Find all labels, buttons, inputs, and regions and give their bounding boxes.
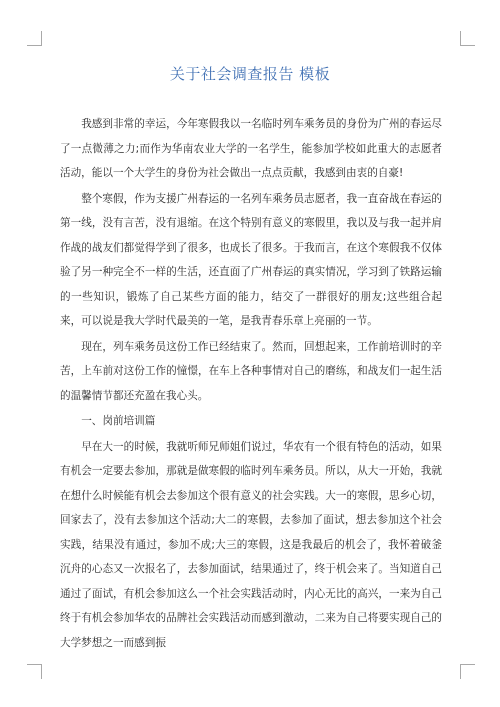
document-body [60,112,442,656]
crop-mark-top-right [460,31,475,46]
paragraph-reflection: 现在，列车乘务员这份工作已经结束了。然而，回想起来，工作前培训时的辛苦，上车前对这份工作的憧憬，在车上各种事情对自己的磨练，和战友们一起生活的温馨情节都还充盈在我心头。 [60,340,442,402]
crop-mark-bottom-right [460,664,475,679]
section-heading-training: 一、岗前培训篇 [81,415,156,427]
paragraph-intro: 我感到非常的幸运，今年寒假我以一名临时列车乘务员的身份为广州的春运尽了一点微薄之力;而作为华南农业大学的一名学生，能参加学校如此重大的志愿者活动，能以一个大学生的身份为社会做出一点点贡献，我感到由衷的自豪! [60,118,442,179]
crop-mark-top-left [27,31,42,46]
paragraph-training: 早在大一的时候，我就听师兄师姐们说过，华农有一个很有特色的活动，如果有机会一定要去参加，那就是做寒假的临时列车乘务员。所以，从大一开始，我就在想什么时候能有机会去参加这个很有意义的社会实践。大一的寒假，思乡心切，回家去了，没有去参加这个活动;大二的寒假，去参加了面试，想去参加这个社会实践，结果没有通过，参加不成;大三的寒假，这是我最后的机会了，我怀着破釜沉舟的心态又一次报名了，去参加面试，结果通过了，终于机会来了。当知道自己通过了面试，有机会参加这么一个社会实践活动时，内心无比的高兴，一来为自己终于有机会参加华农的品牌社会实践活动而感到激动，二来为自己将要实现自己的大学梦想之一而感到振 [60,440,442,649]
crop-mark-bottom-left [27,664,42,679]
document-title: 关于社会调查报告 模板 [169,65,331,83]
paragraph-winter-break: 整个寒假，作为支援广州春运的一名列车乘务员志愿者，我一直奋战在春运的第一线，没有言苦，没有退缩。在这个特别有意义的寒假里，我以及与我一起并肩作战的战友们都觉得学到了很多，也成长了很多。于我而言，在这个寒假我不仅体验了另一种完全不一样的生活，还直面了广州春运的真实情况，学习到了铁路运输的一些知识，锻炼了自己某些方面的能力，结交了一群很好的朋友;这些组合起来，可以说是我大学时代最美的一笔，是我青春乐章上亮丽的一节。 [60,192,442,327]
